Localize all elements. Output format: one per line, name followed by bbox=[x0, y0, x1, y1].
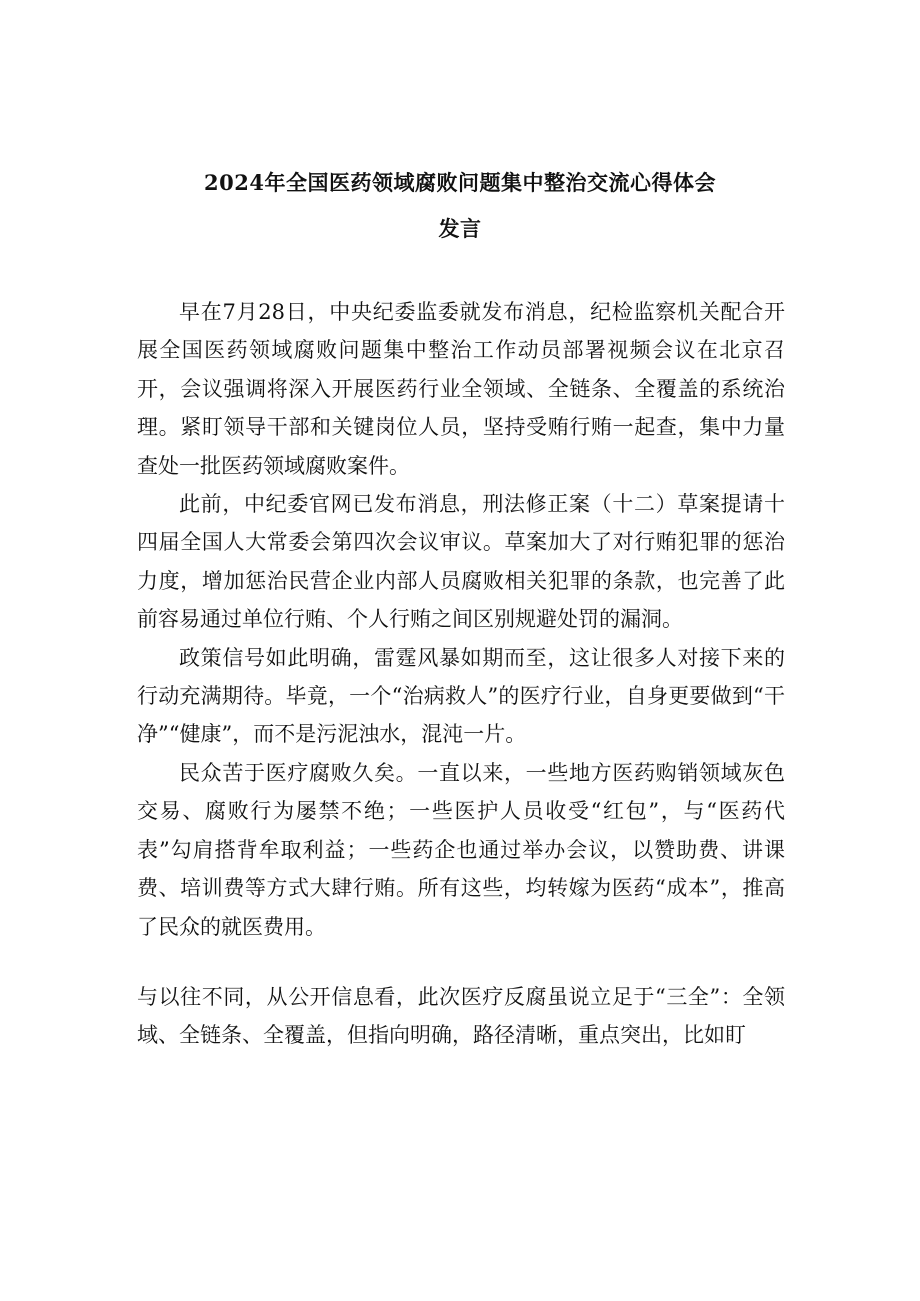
paragraph-3: 政策信号如此明确，雷霆风暴如期而至，这让很多人对接下来的行动充满期待。毕竟，一个“治病救人”的医疗行业，自身更要做到“干净”“健康”，而不是污泥浊水，混沌一片。 bbox=[137, 645, 785, 747]
paragraph-4: 民众苦于医疗腐败久矣。一直以来，一些地方医药购销领域灰色交易、腐败行为屡禁不绝；一些医护人员收受“红包”，与“医药代表”勾肩搭背牟取利益；一些药企也通过举办会议，以赞助费、讲课费、培训费等方式大肆行贿。所有这些，均转嫁为医药“成本”，推高了民众的就医费用。 bbox=[137, 760, 785, 939]
paragraph-5: 与以往不同，从公开信息看，此次医疗反腐虽说立足于“三全”：全领域、全链条、全覆盖，但指向明确，路径清晰，重点突出，比如盯 bbox=[137, 984, 785, 1048]
paragraph-2: 此前，中纪委官网已发布消息，刑法修正案（十二）草案提请十四届全国人大常委会第四次会议审议。草案加大了对行贿犯罪的惩治力度，增加惩治民营企业内部人员腐败相关犯罪的条款，也完善了此前容易通过单位行贿、个人行贿之间区别规避处罚的漏洞。 bbox=[137, 492, 785, 632]
document-body bbox=[137, 293, 785, 1055]
paragraph-1: 早在7月28日，中央纪委监委就发布消息，纪检监察机关配合开展全国医药领域腐败问题集中整治工作动员部署视频会议在北京召开，会议强调将深入开展医药行业全领域、全链条、全覆盖的系统治理。紧盯领导干部和关键岗位人员，坚持受贿行贿一起查，集中力量查处一批医药领域腐败案件。 bbox=[137, 300, 785, 478]
document-title: 2024年全国医药领域腐败问题集中整治交流心得体会 bbox=[204, 170, 716, 195]
document-title-continued: 发言 bbox=[438, 216, 482, 241]
